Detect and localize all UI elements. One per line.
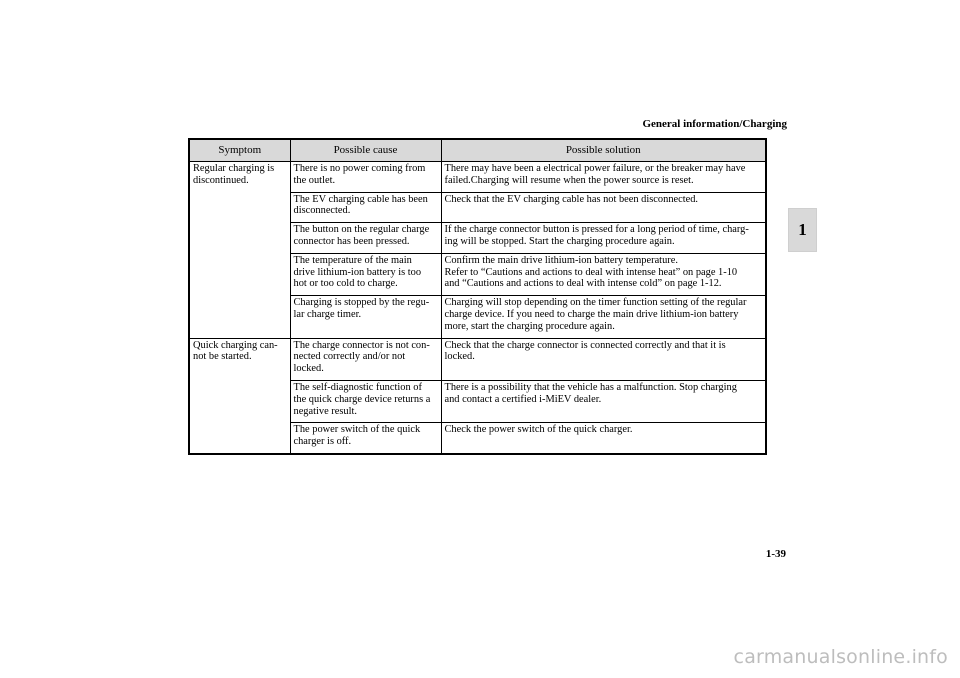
cause-text: The charge connector is not con- nected correctly and/or not locked. [293, 339, 430, 375]
cause-cell [290, 223, 441, 254]
table-row [189, 338, 766, 380]
cause-text: The button on the regular charge connector has been pressed. [293, 224, 430, 247]
chapter-tab-label: 1 [798, 220, 807, 239]
cause-text: The temperature of the main drive lithium-ion battery is too hot or too cold to charge. [293, 254, 422, 290]
table-header-row [189, 139, 766, 162]
solution-text: Check that the EV charging cable has not been disconnected. [444, 193, 699, 205]
solution-text: Check the power switch of the quick charger. [444, 424, 633, 436]
solution-text: There is a possibility that the vehicle has a malfunction. Stop charging and contact a certified i-MiEV dealer. [444, 381, 737, 405]
watermark-text: carmanualsonline.info [733, 646, 948, 668]
symptom-cell [189, 338, 290, 454]
solution-text: Check that the charge connector is connected correctly and that it is locked. [444, 339, 726, 363]
troubleshooting-table [188, 138, 767, 455]
cause-cell [290, 338, 441, 380]
section-header: General information/Charging [642, 118, 787, 130]
solution-cell [441, 162, 766, 193]
cause-cell [290, 296, 441, 338]
symptom-cell [189, 162, 290, 339]
cause-cell [290, 423, 441, 454]
chapter-tab [788, 208, 817, 252]
solution-text: Confirm the main drive lithium-ion battery temperature. Refer to “Cautions and actions to deal with intense heat” on page 1-10 and “Cautions and actions to deal with intense cold” on page 1-12. [444, 254, 738, 290]
symptom-text: Regular charging is discontinued. [193, 163, 275, 186]
cause-text: Charging is stopped by the regu- lar charge timer. [293, 297, 430, 320]
solution-cell [441, 380, 766, 422]
column-header-symptom: Symptom [189, 139, 290, 162]
cause-text: The power switch of the quick charger is off. [293, 424, 421, 448]
solution-cell [441, 253, 766, 295]
column-header-possible-solution: Possible solution [441, 139, 766, 162]
symptom-text: Quick charging can- not be started. [193, 339, 278, 363]
page-number: 1-39 [765, 548, 786, 560]
cause-text: The self-diagnostic function of the quick charge device returns a negative result. [293, 381, 431, 417]
solution-text: If the charge connector button is pressed for a long period of time, charg- ing will be stopped. Start the charging procedure again. [444, 224, 749, 247]
cause-cell [290, 380, 441, 422]
solution-text: There may have been a electrical power failure, or the breaker may have failed.Charging will resume when the power source is reset. [444, 163, 746, 186]
cause-cell [290, 192, 441, 223]
solution-cell [441, 423, 766, 454]
solution-cell [441, 192, 766, 223]
cause-cell [290, 162, 441, 193]
solution-cell [441, 223, 766, 254]
cause-cell [290, 253, 441, 295]
table-row [189, 162, 766, 193]
cause-text: The EV charging cable has been disconnected. [293, 193, 428, 217]
cause-text: There is no power coming from the outlet. [293, 163, 426, 186]
column-header-possible-cause: Possible cause [290, 139, 441, 162]
solution-cell [441, 338, 766, 380]
solution-text: Charging will stop depending on the timer function setting of the regular charge device. If you need to charge the main drive lithium-ion battery more, start the charging procedure again. [444, 297, 747, 332]
solution-cell [441, 296, 766, 338]
